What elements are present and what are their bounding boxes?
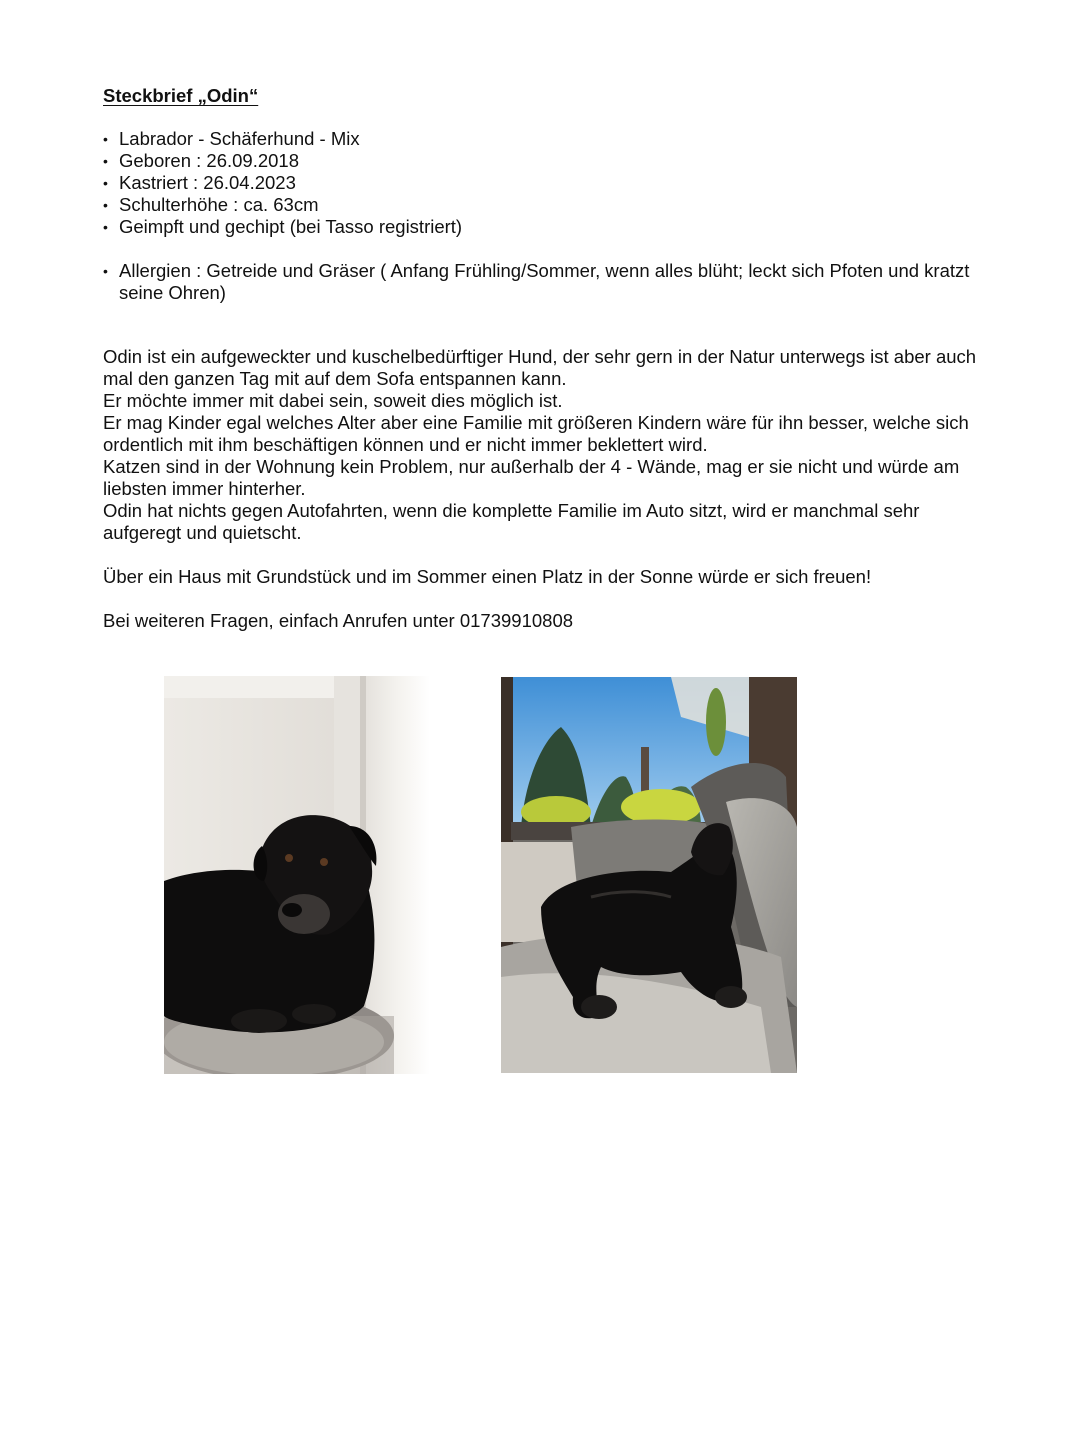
- fact-vaccinated: • Geimpft und gechipt (bei Tasso registriert): [103, 216, 973, 238]
- fact-neutered: • Kastriert : 26.04.2023: [103, 172, 973, 194]
- description-paragraph: Odin ist ein aufgeweckter und kuschelbedürftiger Hund, der sehr gern in der Natur unterwegs ist aber auch mal den ganzen Tag mit auf dem Sofa entspannen kann.: [103, 346, 977, 389]
- description-paragraph: Er mag Kinder egal welches Alter aber eine Familie mit größeren Kindern wäre für ihn besser, welche sich ordentlich mit ihm beschäftigen können und er nicht immer beklettert wird.: [103, 412, 969, 455]
- fact-breed: • Labrador - Schäferhund - Mix: [103, 128, 973, 150]
- description-paragraph: Er möchte immer mit dabei sein, soweit dies möglich ist.: [103, 390, 563, 411]
- document-title: Steckbrief „Odin“: [103, 85, 259, 106]
- fact-shoulder-height: • Schulterhöhe : ca. 63cm: [103, 194, 973, 216]
- description-block: [103, 346, 978, 632]
- fact-birthdate: • Geboren : 26.09.2018: [103, 150, 973, 172]
- description-paragraph: Katzen sind in der Wohnung kein Problem, nur außerhalb der 4 - Wände, mag er sie nicht und würde am liebsten immer hinterher.: [103, 456, 960, 499]
- dog-photo-bed: [164, 676, 430, 1074]
- fact-list: [103, 128, 973, 304]
- contact-paragraph: Bei weiteren Fragen, einfach Anrufen unter 01739910808: [103, 610, 574, 631]
- wish-paragraph: Über ein Haus mit Grundstück und im Sommer einen Platz in der Sonne würde er sich freuen!: [103, 566, 872, 587]
- dog-photo-sofa: [501, 677, 797, 1073]
- description-paragraph: Odin hat nichts gegen Autofahrten, wenn die komplette Familie im Auto sitzt, wird er manchmal sehr aufgeregt und quietscht.: [103, 500, 920, 543]
- fact-allergies: • Allergien : Getreide und Gräser ( Anfang Frühling/Sommer, wenn alles blüht; leckt sich Pfoten und kratzt seine Ohren): [103, 260, 973, 304]
